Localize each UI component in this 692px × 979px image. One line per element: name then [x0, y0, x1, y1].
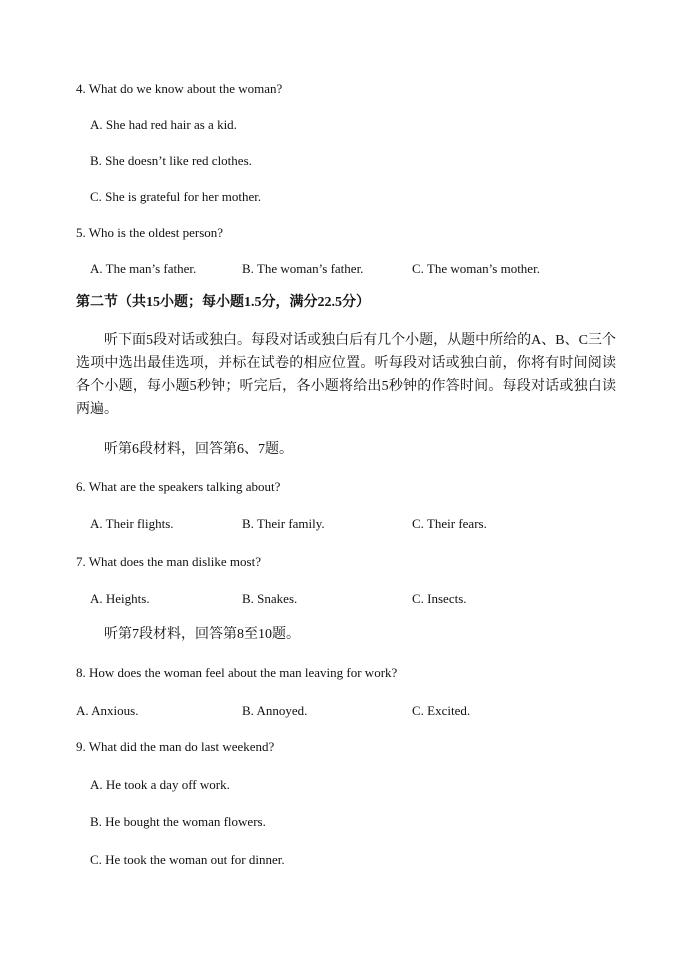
question-7-option-a: A. Heights.: [90, 591, 150, 606]
question-7-stem: 7. What does the man dislike most?: [76, 554, 261, 569]
question-6-option-c: C. Their fears.: [412, 516, 487, 531]
question-5-option-c: C. The woman’s mother.: [412, 261, 540, 276]
material-6-note: 听第6段材料，回答第6、7题。: [104, 442, 293, 457]
question-8-option-b: B. Annoyed.: [242, 703, 308, 718]
section-2-heading: 第二节（共15小题；每小题1.5分，满分22.5分）: [76, 295, 370, 310]
question-9-stem: 9. What did the man do last weekend?: [76, 739, 275, 754]
question-8-option-a: A. Anxious.: [76, 703, 139, 718]
question-4-stem: 4. What do we know about the woman?: [76, 81, 283, 96]
question-6-stem: 6. What are the speakers talking about?: [76, 479, 281, 494]
question-6-option-a: A. Their flights.: [90, 516, 174, 531]
question-5-option-b: B. The woman’s father.: [242, 261, 364, 276]
question-4-option-b: B. She doesn’t like red clothes.: [90, 153, 252, 168]
material-7-note: 听第7段材料，回答第8至10题。: [104, 627, 300, 642]
question-7-option-b: B. Snakes.: [242, 591, 298, 606]
question-5-option-a: A. The man’s father.: [90, 261, 197, 276]
question-9-option-a: A. He took a day off work.: [90, 777, 230, 792]
section-2-instructions: 听下面5段对话或独白。每段对话或独白后有几个小题，从题中所给的A、B、C三个选项中选出最佳选项，并标在试卷的相应位置。听每段对话或独白前，你将有时间阅读各个小题，每小题5秒钟；听完后，各小题将给出5秒钟的作答时间。每段对话或独白读两遍。: [76, 333, 616, 417]
question-9-option-c: C. He took the woman out for dinner.: [90, 852, 285, 867]
question-4-option-a: A. She had red hair as a kid.: [90, 117, 237, 132]
question-4-option-c: C. She is grateful for her mother.: [90, 189, 262, 204]
question-9-option-b: B. He bought the woman flowers.: [90, 814, 266, 829]
question-8-stem: 8. How does the woman feel about the man leaving for work?: [76, 665, 398, 680]
question-5-stem: 5. Who is the oldest person?: [76, 225, 224, 240]
question-6-option-b: B. Their family.: [242, 516, 325, 531]
question-7-option-c: C. Insects.: [412, 591, 467, 606]
question-8-option-c: C. Excited.: [412, 703, 471, 718]
